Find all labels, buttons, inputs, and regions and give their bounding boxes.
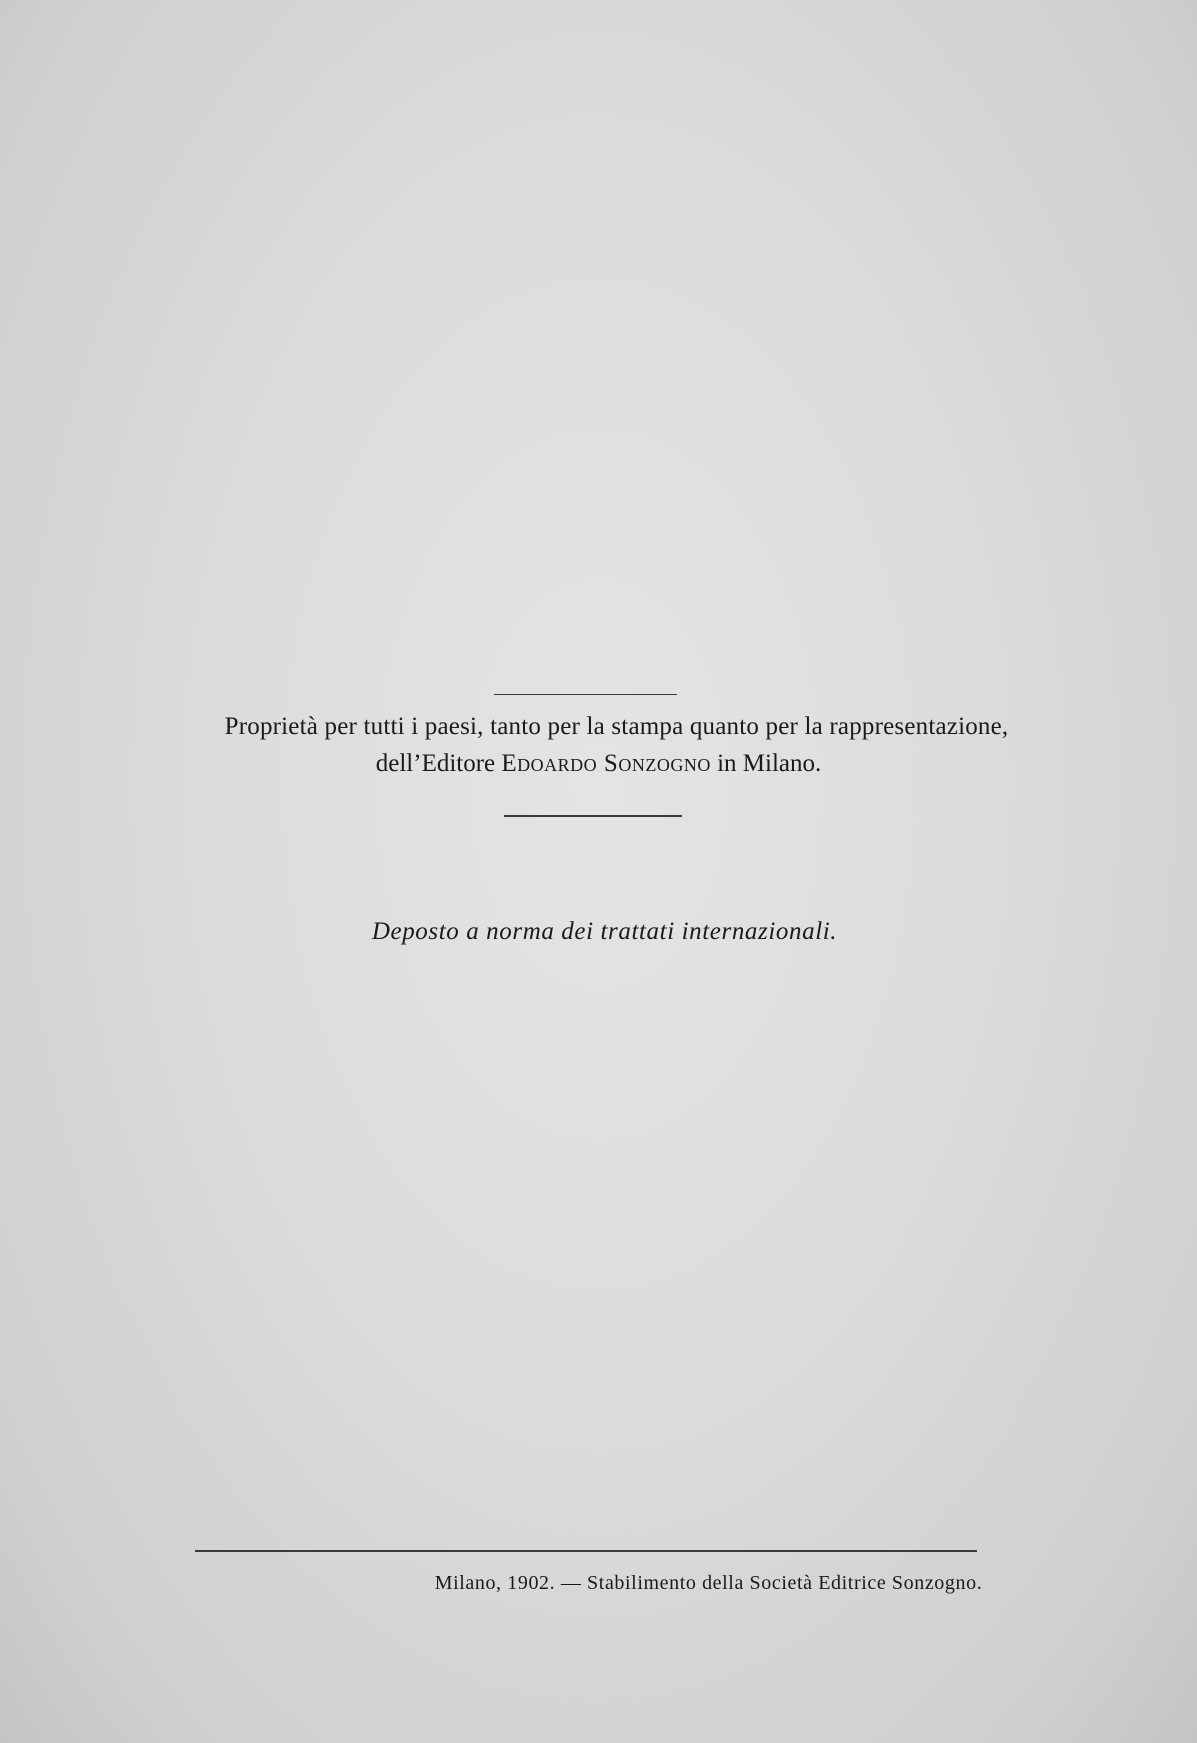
rights-notice-suffix: in Milano.	[717, 750, 822, 777]
deposit-notice: Deposto a norma dei trattati internazionali.	[371, 918, 838, 945]
rights-notice-line-1: Proprietà per tutti i paesi, tanto per la stampa quanto per la rappresentazione,	[224, 713, 1009, 740]
rights-notice-prefix: dell’Editore	[375, 750, 496, 777]
top-divider	[494, 694, 677, 695]
printer-imprint: Milano, 1902. — Stabilimento della Società Editrice Sonzogno.	[434, 1572, 983, 1594]
middle-divider	[504, 815, 682, 817]
publisher-name: Edoardo Sonzogno	[501, 750, 711, 777]
rights-notice-line-2	[0, 750, 1197, 778]
bottom-divider	[195, 1550, 977, 1552]
